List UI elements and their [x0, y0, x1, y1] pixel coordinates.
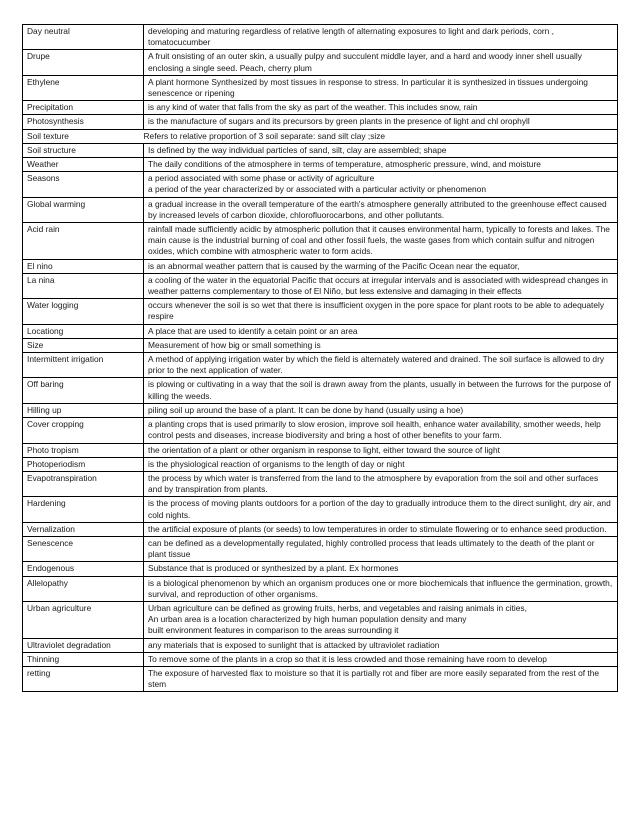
glossary-row [23, 443, 618, 457]
term-cell: Acid rain [23, 223, 144, 260]
definition-cell [144, 115, 618, 129]
term-cell: Global warming [23, 197, 144, 222]
glossary-row [23, 25, 618, 50]
definition-text: rainfall made sufficiently acidic by atmospheric pollution that it causes environmental harm, typically to forests and lakes. The main cause is the industrial burning of coal and other fossil fuels, the waste gases from which contain sulfur and nitrogen oxides, which combine with atmospheric water to form acids. [148, 224, 610, 257]
term-cell: Intermittent irrigation [23, 353, 144, 378]
definition-text: The exposure of harvested flax to moisture so that it is partially rot and fiber are more easily separated from the rest of the stem [148, 667, 600, 690]
term-cell: Endogenous [23, 562, 144, 576]
glossary-table [22, 24, 618, 692]
glossary-row [23, 143, 618, 157]
glossary-page [22, 24, 618, 692]
definition-cell [144, 353, 618, 378]
term-cell: Photoperiodism [23, 457, 144, 471]
term-cell: Precipitation [23, 101, 144, 115]
definition-cell [144, 172, 618, 197]
term-cell: Cover cropping [23, 418, 144, 443]
term-cell: Drupe [23, 50, 144, 75]
glossary-row [23, 50, 618, 75]
glossary-row [23, 75, 618, 100]
definition-cell [144, 576, 618, 601]
term-cell: Senescence [23, 536, 144, 561]
definition-text: is plowing or cultivating in a way that the soil is drawn away from the plants, usually in between the furrows for the purpose of killing the weeds. [148, 379, 611, 401]
definition-text: Urban agriculture can be defined as growing fruits, herbs, and vegetables and raising animals in cities, [148, 602, 527, 613]
definition-text: Substance that is produced or synthesized by a plant. Ex hormones [148, 563, 399, 574]
term-cell: Day neutral [23, 25, 144, 50]
term-cell: Ethylene [23, 75, 144, 100]
term-cell: Water logging [23, 299, 144, 324]
definition-text: a period of the year characterized by or associated with a particular activity or phenomenon [148, 184, 486, 195]
glossary-row [23, 562, 618, 576]
definition-text: a gradual increase in the overall temperature of the earth's atmosphere generally attributed to the greenhouse effect caused by increased levels of carbon dioxide, chlorofluorocarbons, and other pollutants. [148, 198, 607, 220]
definition-cell [144, 25, 618, 50]
definition-text: The daily conditions of the atmosphere in terms of temperature, atmospheric pressure, wind, and moisture [148, 159, 541, 170]
glossary-row [23, 259, 618, 273]
glossary-row [23, 652, 618, 666]
term-cell: Allelopathy [23, 576, 144, 601]
glossary-row [23, 666, 618, 691]
glossary-row [23, 457, 618, 471]
term-cell: Thinning [23, 652, 144, 666]
definition-cell [144, 471, 618, 496]
definition-cell [144, 223, 618, 260]
definition-text: any materials that is exposed to sunlight that is attacked by ultraviolet radiation [148, 639, 440, 650]
definition-cell [144, 443, 618, 457]
definition-cell [144, 638, 618, 652]
definition-cell [144, 75, 618, 100]
glossary-row [23, 129, 618, 143]
definition-text: built environment features in comparison to the areas surrounding it [148, 625, 399, 636]
definition-text: An urban area is a location characterized by high human population density and many [148, 614, 467, 625]
definition-text: developing and maturing regardless of relative length of alternating exposures to light and dark periods, corn , tomatocucumber [148, 26, 554, 48]
glossary-row [23, 353, 618, 378]
glossary-row [23, 638, 618, 652]
glossary-row [23, 338, 618, 352]
definition-text: a cooling of the water in the equatorial Pacific that occurs at irregular intervals and is associated with widespread changes in weather patterns complementary to those of El Niño, but less extensive and damaging in their effects [148, 274, 608, 297]
glossary-row [23, 299, 618, 324]
definition-text: is the manufacture of sugars and its precursors by green plants in the presence of light and chl orophyll [148, 116, 530, 127]
term-cell: El nino [23, 259, 144, 273]
definition-text: Is defined by the way individual particles of sand, silt, clay are assembled; shape [148, 144, 447, 155]
definition-text: is an abnormal weather pattern that is caused by the warming of the Pacific Ocean near the equator, [148, 260, 520, 271]
definition-cell [144, 457, 618, 471]
definition-cell [144, 158, 618, 172]
definition-text: is a biological phenomenon by which an organism produces one or more biochemicals that influence the germination, growth, survival, and reproduction of other organisms. [148, 577, 613, 599]
definition-cell [144, 259, 618, 273]
term-cell: Evapotranspiration [23, 471, 144, 496]
term-cell: Ultraviolet degradation [23, 638, 144, 652]
glossary-row [23, 418, 618, 443]
glossary-row [23, 223, 618, 260]
definition-cell [144, 143, 618, 157]
glossary-row [23, 471, 618, 496]
definition-text: is the process of moving plants outdoors for a portion of the day to gradually introduce them to the direct sunlight, dry air, and cold nights. [148, 498, 611, 520]
term-cell: Vernalization [23, 522, 144, 536]
definition-text: the process by which water is transferred from the land to the atmosphere by evaporation from the soil and other surfaces and by transpiration from plants. [148, 472, 599, 495]
glossary-row [23, 536, 618, 561]
glossary-row [23, 522, 618, 536]
definition-text: piling soil up around the base of a plant. It can be done by hand (usually using a hoe) [148, 404, 464, 415]
definition-text: A method of applying irrigation water by which the field is alternately watered and drained. The soil surface is allowed to dry prior to the next application of water. [148, 354, 605, 376]
definition-text: a period associated with some phase or activity of agriculture [148, 173, 375, 184]
definition-text: A fruit onsisting of an outer skin, a usually pulpy and succulent middle layer, and a hard and woody inner shell usually enclosing a single seed. Peach, cherry plum [148, 51, 582, 73]
definition-cell [144, 197, 618, 222]
term-cell: Photosynthesis [23, 115, 144, 129]
definition-text: can be defined as a developmentally regulated, highly controlled process that leads ultimately to the death of the plant or plant tissue [148, 537, 595, 560]
term-cell: Off baring [23, 378, 144, 403]
definition-cell [144, 497, 618, 522]
definition-cell [144, 324, 618, 338]
term-cell: Size [23, 338, 144, 352]
glossary-row [23, 576, 618, 601]
definition-cell [144, 562, 618, 576]
glossary-row [23, 601, 618, 638]
glossary-body [23, 25, 618, 692]
term-cell: Urban agriculture [23, 601, 144, 638]
definition-text: A plant hormone Synthesized by most tissues in response to stress. In particular it is synthesized in tissues undergoing senescence or ripening [148, 76, 588, 99]
definition-text: occurs whenever the soil is so wet that there is insufficient oxygen in the pore space for plant roots to be able to adequately respire [148, 300, 605, 322]
term-cell: retting [23, 666, 144, 691]
term-cell: Seasons [23, 172, 144, 197]
definition-text: Refers to relative proportion of 3 soil separate: sand silt clay ;size [143, 130, 386, 141]
definition-cell [144, 50, 618, 75]
term-cell: Hardening [23, 497, 144, 522]
glossary-row [23, 403, 618, 417]
definition-cell [144, 101, 618, 115]
glossary-row [23, 324, 618, 338]
definition-cell [144, 666, 618, 691]
definition-cell [144, 338, 618, 352]
definition-text: is the physiological reaction of organisms to the length of day or night [148, 458, 405, 469]
definition-text: the orientation of a plant or other organism in response to light, either toward the source of light [148, 444, 500, 455]
glossary-row [23, 197, 618, 222]
definition-cell [144, 652, 618, 666]
glossary-row [23, 497, 618, 522]
term-cell: La nina [23, 273, 144, 298]
definition-text: Measurement of how big or small something is [148, 339, 321, 350]
term-cell: Hilling up [23, 403, 144, 417]
glossary-row [23, 101, 618, 115]
term-cell: Soil texture [23, 129, 144, 143]
term-cell: Locationg [23, 324, 144, 338]
definition-cell [144, 536, 618, 561]
definition-cell [144, 378, 618, 403]
definition-text: A place that are used to identify a cetain point or an area [148, 325, 358, 336]
term-cell: Photo tropism [23, 443, 144, 457]
glossary-row [23, 158, 618, 172]
glossary-row [23, 378, 618, 403]
definition-cell [144, 601, 618, 638]
glossary-row [23, 115, 618, 129]
definition-cell [144, 403, 618, 417]
definition-text: the artificial exposure of plants (or seeds) to low temperatures in order to stimulate flowering or to enhance seed production. [148, 523, 607, 534]
definition-text: is any kind of water that falls from the sky as part of the weather. This includes snow, rain [148, 102, 478, 113]
definition-cell [144, 418, 618, 443]
definition-text: a planting crops that is used primarily to slow erosion, improve soil health, enhance water availability, smother weeds, help control pests and diseases, increase biodiversity and bring a host of other benefits to your farm. [148, 419, 601, 441]
definition-cell [144, 273, 618, 298]
definition-cell [144, 522, 618, 536]
term-cell: Soil structure [23, 143, 144, 157]
term-cell: Weather [23, 158, 144, 172]
glossary-row [23, 172, 618, 197]
definition-cell [144, 129, 618, 143]
glossary-row [23, 273, 618, 298]
definition-cell [144, 299, 618, 324]
definition-text: To remove some of the plants in a crop so that it is less crowded and those remaining have room to develop [148, 653, 547, 664]
